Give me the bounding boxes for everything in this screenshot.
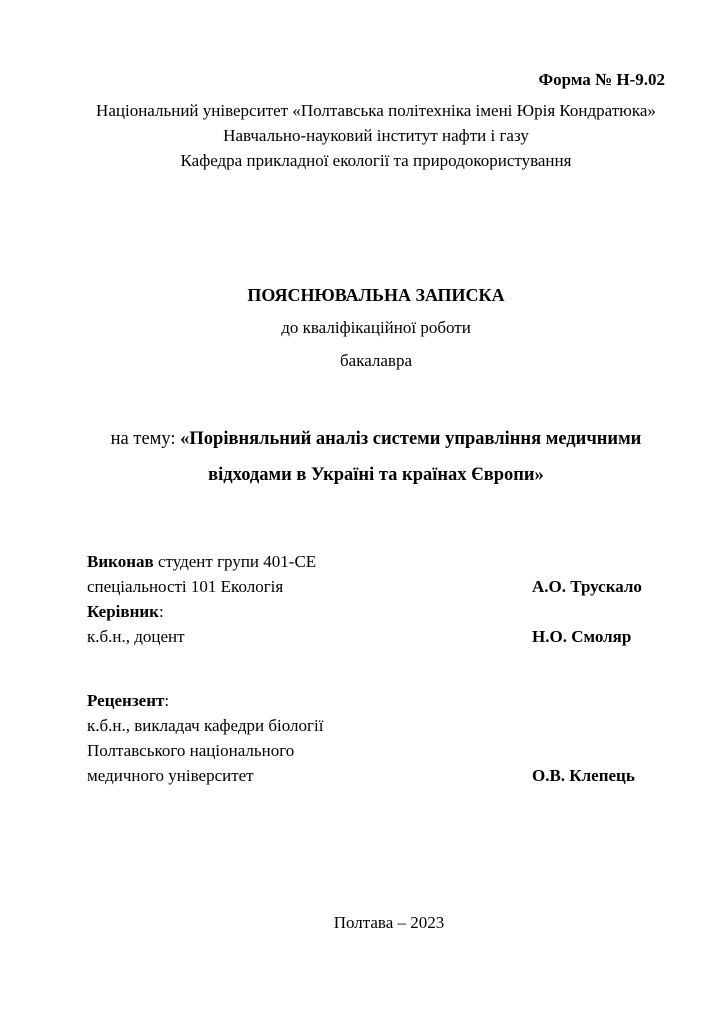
university-header (87, 98, 665, 173)
reviewer-label-colon: : (164, 691, 170, 710)
supervisor-degree: к.б.н., доцент (87, 627, 185, 646)
form-number-label: Форма № Н-9.02 (538, 70, 665, 89)
document-degree: бакалавра (340, 351, 412, 370)
supervisor-label-row (87, 599, 665, 624)
document-title-block (87, 284, 665, 371)
university-name: Національний університет «Полтавська політехніка імені Юрія Кондратюка» (96, 101, 656, 120)
institute-name: Навчально-науковий інститут нафти і газу (223, 126, 529, 145)
specialty-row (87, 574, 665, 599)
student-name: А.О. Трускало (532, 577, 642, 596)
supervisor-label: Керівник (87, 602, 159, 621)
reviewer-name: О.В. Клепець (532, 766, 635, 785)
topic-line-1 (87, 428, 665, 451)
reviewer-org-line-2: медичного університет (87, 766, 254, 785)
reviewer-org-line-1: Полтавського національного (87, 741, 295, 760)
executor-group: студент групи 401-СЕ (153, 552, 317, 571)
supervisor-row (87, 624, 665, 649)
supervisor-label-colon: : (158, 602, 164, 621)
supervisor-name: Н.О. Смоляр (532, 627, 632, 646)
reviewer-section (87, 688, 665, 788)
document-title: ПОЯСНЮВАЛЬНА ЗАПИСКА (247, 285, 505, 305)
executor-section (87, 549, 665, 649)
executor-label: Виконав (87, 552, 154, 571)
topic-title-part-1: «Порівняльний аналіз системи управління медичними (180, 429, 642, 449)
topic-title-part-2: відходами в Україні та країнах Європи» (208, 465, 544, 485)
document-subtitle: до кваліфікаційної роботи (281, 318, 471, 337)
reviewer-org-row-1 (87, 738, 665, 763)
department-name: Кафедра прикладної екології та природокористування (180, 151, 572, 170)
reviewer-label: Рецензент (87, 691, 165, 710)
executor-row (87, 549, 665, 574)
topic-prefix: на тему: (110, 429, 181, 449)
footer-city-year: Полтава – 2023 (333, 913, 445, 932)
reviewer-org-row-2 (87, 763, 665, 788)
reviewer-degree: к.б.н., викладач кафедри біології (87, 716, 324, 735)
specialty-text: спеціальності 101 Екологія (87, 577, 284, 596)
topic-block (87, 428, 665, 487)
reviewer-degree-row (87, 713, 665, 738)
reviewer-label-row (87, 688, 665, 713)
